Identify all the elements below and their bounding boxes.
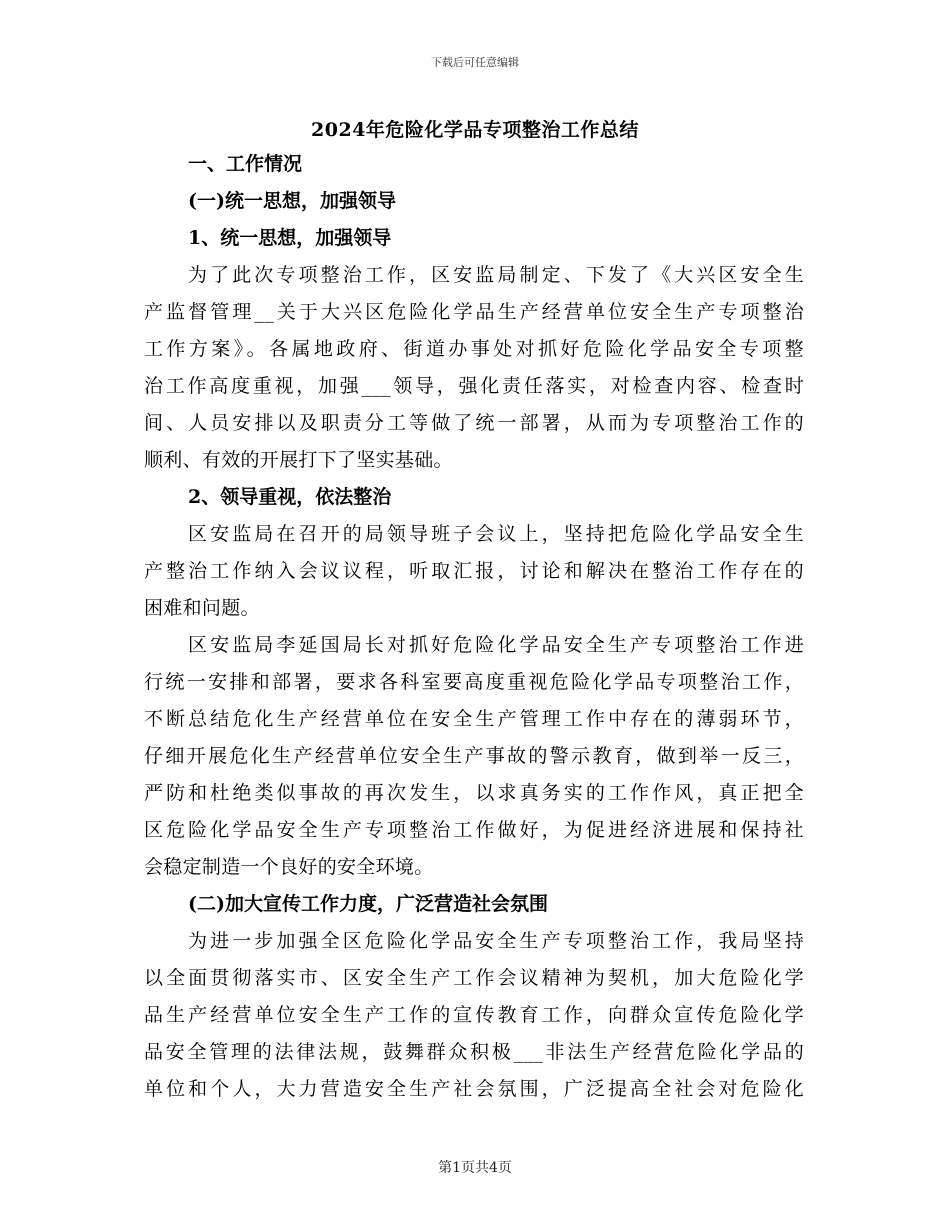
heading-item-1: 1、统一思想，加强领导 bbox=[188, 227, 392, 249]
paragraph-1 bbox=[144, 257, 804, 479]
paragraph-2 bbox=[144, 516, 804, 627]
paragraph-line: 以全面贯彻落实市、区安全生产工作会议精神为契机，加大危险化学 bbox=[144, 967, 804, 989]
paragraph-line: 品生产经营单位安全生产工作的宣传教育工作，向群众宣传危险化学 bbox=[144, 1004, 804, 1026]
page-number: 第1页共4页 bbox=[438, 1160, 512, 1176]
paragraph-3 bbox=[144, 627, 804, 886]
paragraph-line: 区危险化学品安全生产专项整治工作做好，为促进经济进展和保持社 bbox=[144, 819, 804, 841]
document-body bbox=[144, 146, 804, 1108]
paragraph-line: 工作方案》。各属地政府、街道办事处对抓好危险化学品安全专项整 bbox=[144, 338, 804, 360]
header-note: 下载后可任意编辑 bbox=[431, 56, 519, 69]
paragraph-line: 为进一步加强全区危险化学品安全生产专项整治工作，我局坚持 bbox=[188, 930, 804, 952]
paragraph-line: 品安全管理的法律法规，鼓舞群众积极___非法生产经营危险化学品的 bbox=[144, 1041, 804, 1063]
paragraph-line: 为了此次专项整治工作，区安监局制定、下发了《大兴区安全生 bbox=[188, 264, 804, 286]
paragraph-line: 行统一安排和部署，要求各科室要高度重视危险化学品专项整治工作， bbox=[144, 671, 804, 693]
heading-item-2: 2、领导重视，依法整治 bbox=[188, 486, 392, 508]
paragraph-line: 会稳定制造一个良好的安全环境。 bbox=[144, 856, 434, 878]
paragraph-line: 区安监局李延国局长对抓好危险化学品安全生产专项整治工作进 bbox=[188, 634, 804, 656]
paragraph-line: 顺利、有效的开展打下了坚实基础。 bbox=[144, 449, 453, 471]
paragraph-line: 区安监局在召开的局领导班子会议上，坚持把危险化学品安全生 bbox=[188, 523, 804, 545]
paragraph-line: 产整治工作纳入会议议程，听取汇报，讨论和解决在整治工作存在的 bbox=[144, 560, 804, 582]
heading-subsection-1-1: (一)统一思想，加强领导 bbox=[188, 190, 396, 212]
paragraph-4 bbox=[144, 923, 804, 1108]
heading-section-1: 一、工作情况 bbox=[188, 153, 303, 175]
paragraph-line: 严防和杜绝类似事故的再次发生，以求真务实的工作作风，真正把全 bbox=[144, 782, 804, 804]
paragraph-line: 不断总结危化生产经营单位在安全生产管理工作中存在的薄弱环节， bbox=[144, 708, 804, 730]
paragraph-line: 间、人员安排以及职责分工等做了统一部署，从而为专项整治工作的 bbox=[144, 412, 804, 434]
document-title: 2024年危险化学品专项整治工作总结 bbox=[311, 119, 639, 141]
paragraph-line: 困难和问题。 bbox=[144, 597, 260, 619]
paragraph-line: 仔细开展危化生产经营单位安全生产事故的警示教育，做到举一反三， bbox=[144, 745, 804, 767]
paragraph-line: 产监督管理__关于大兴区危险化学品生产经营单位安全生产专项整治 bbox=[144, 301, 804, 323]
paragraph-line: 单位和个人，大力营造安全生产社会氛围，广泛提高全社会对危险化 bbox=[144, 1078, 804, 1100]
heading-subsection-1-2: (二)加大宣传工作力度，广泛营造社会氛围 bbox=[188, 893, 548, 915]
paragraph-line: 治工作高度重视，加强___领导，强化责任落实，对检查内容、检查时 bbox=[144, 375, 804, 397]
